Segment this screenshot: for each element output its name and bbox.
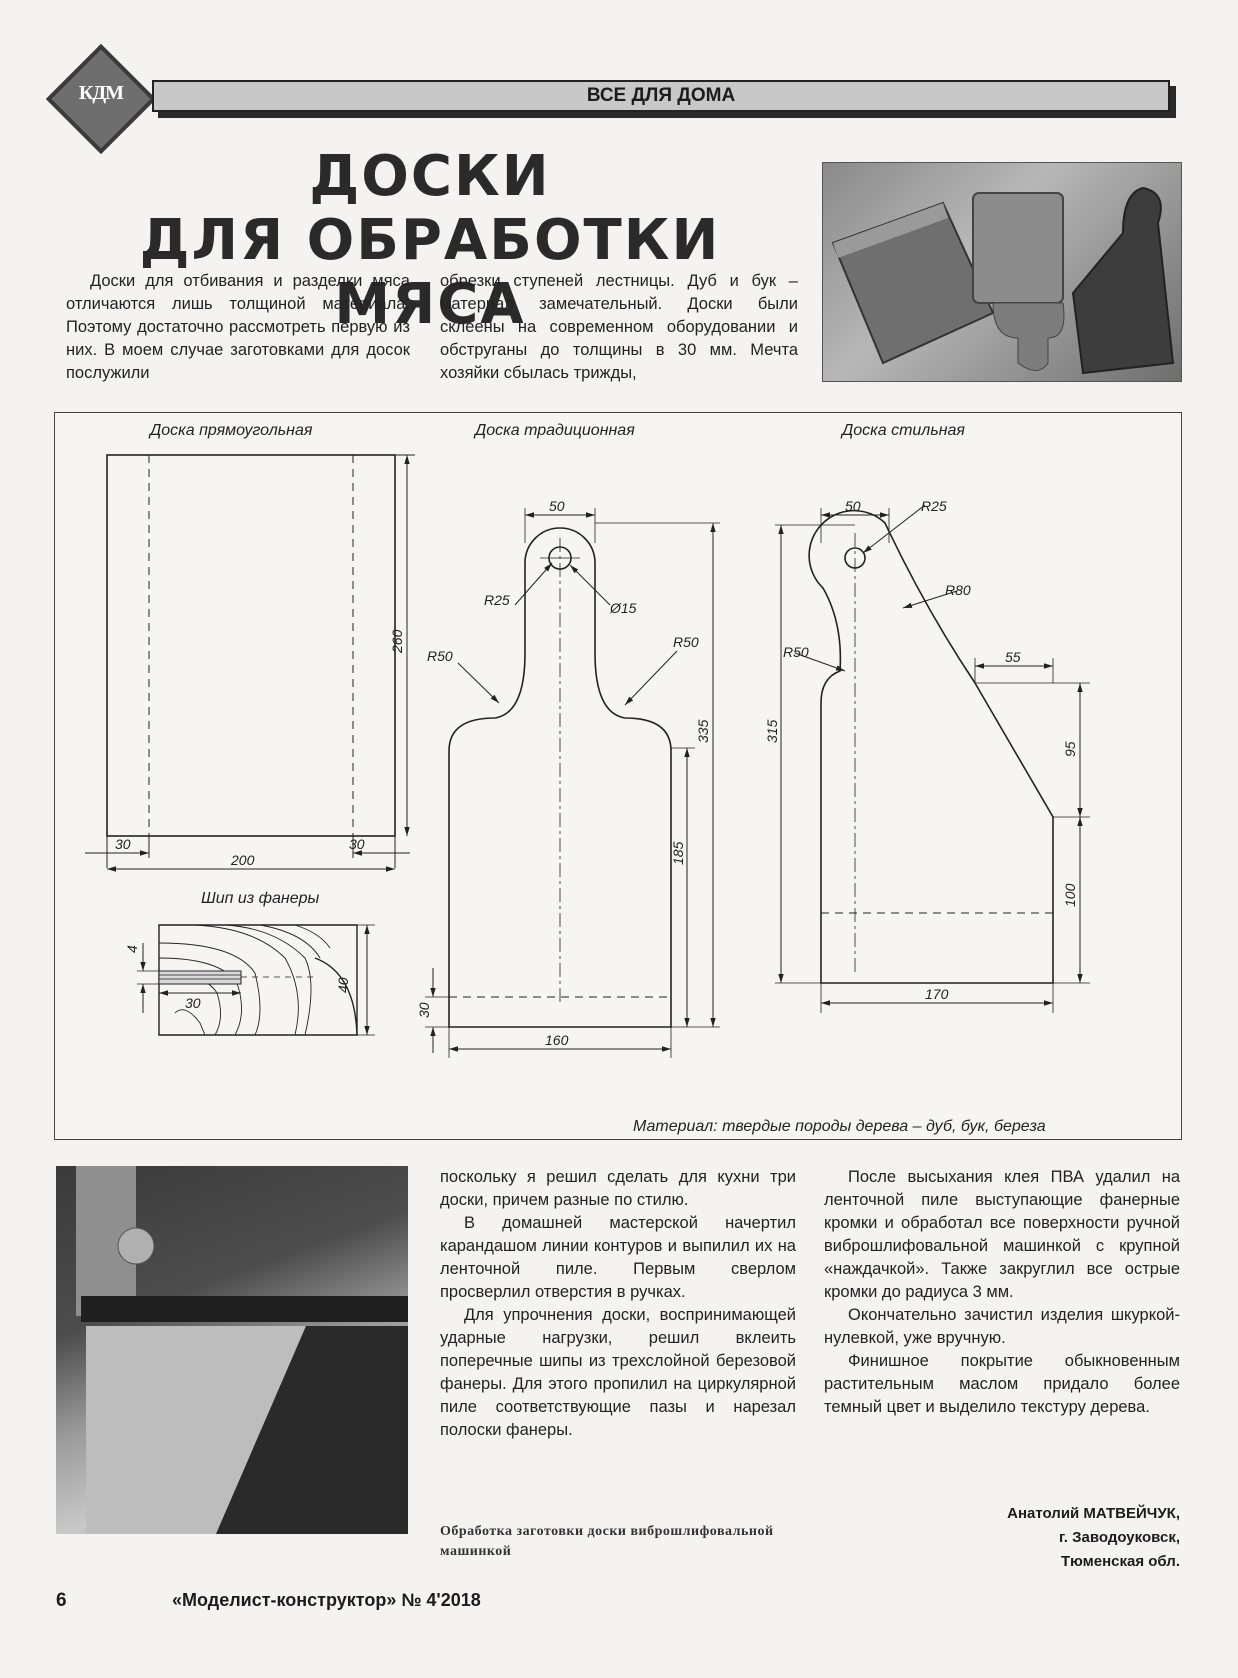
spline-title: Шип из фанеры xyxy=(201,890,320,907)
author-region: Тюменская обл. xyxy=(1061,1553,1180,1570)
dim-trad-d15: Ø15 xyxy=(610,600,637,616)
dim-trad-50: 50 xyxy=(549,498,565,514)
rect-board-title: Доска прямоугольная xyxy=(150,422,313,439)
section-label: ВСЕ ДЛЯ ДОМА xyxy=(586,85,736,106)
body-col2-paragraph-3: Для упрочнения доски, воспринимающей ударные нагрузки, решил вклеить поперечные шипы из трехслойной березовой фанеры. Для этого пропилил на циркулярной пиле соответствующие пазы и нарезал полоски фанеры. xyxy=(440,1306,796,1439)
dim-rect-30-left: 30 xyxy=(115,836,131,852)
dim-trad-r50-left: R50 xyxy=(427,648,453,664)
intro-column-2 xyxy=(440,270,798,385)
dim-styl-r50: R50 xyxy=(783,644,809,660)
dim-styl-55: 55 xyxy=(1005,649,1021,665)
stylish-board-title: Доска стильная xyxy=(842,422,965,439)
dim-styl-r80: R80 xyxy=(945,582,971,598)
dim-rect-200: 200 xyxy=(231,852,255,868)
body-col3-paragraph-1: После высыхания клея ПВА удалил на ленточной пиле выступающие фанерные кромки и обработал все поверхности ручной виброшлифовальной машинкой с крупной «наждачкой». Также закруглил все острые кромки до радиуса 3 мм. xyxy=(824,1168,1180,1301)
photo-caption: Обработка заготовки доски виброшлифовальной машинкой xyxy=(440,1524,774,1559)
spline-insert xyxy=(159,971,241,984)
body-column-2 xyxy=(440,1166,796,1442)
material-note: Материал: твердые породы дерева – дуб, бук, береза xyxy=(633,1118,1046,1135)
title-line-1: ДОСКИ xyxy=(309,144,551,209)
traditional-board-outline xyxy=(449,528,671,1027)
author-city: г. Заводоуковск, xyxy=(1059,1529,1180,1546)
dim-trad-185: 185 xyxy=(670,841,686,865)
rect-board-outline xyxy=(107,455,395,836)
dim-trad-335: 335 xyxy=(695,719,711,743)
body-col2-paragraph-2: В домашней мастерской начертил карандашом линии контуров и выпилил их на ленточной пиле. Первым сверлом просверлил отверстия в ручках. xyxy=(440,1214,796,1301)
dim-spline-40: 40 xyxy=(335,977,351,993)
author-name: Анатолий МАТВЕЙЧУК, xyxy=(1007,1505,1180,1522)
body-col2-paragraph-1: поскольку я решил сделать для кухни три доски, причем разные по стилю. xyxy=(440,1168,796,1209)
stylish-board-outline xyxy=(809,511,1053,983)
dim-trad-r50-right: R50 xyxy=(673,634,699,650)
sanding-photo xyxy=(56,1166,408,1534)
body-col3-paragraph-2: Окончательно зачистил изделия шкуркой-нулевкой, уже вручную. xyxy=(824,1306,1180,1347)
intro-paragraph-1: Доски для отбивания и разделки мяса отличаются лишь толщиной материала. Поэтому достаточно рассмотреть первую из них. В моем случае заготовками для досок послужили xyxy=(66,272,410,382)
boards-photo xyxy=(822,162,1182,382)
page-number: 6 xyxy=(56,1590,67,1611)
traditional-board-title: Доска традиционная xyxy=(475,422,635,439)
dim-styl-50: 50 xyxy=(845,498,861,514)
dim-styl-315: 315 xyxy=(764,719,780,743)
dim-rect-260: 260 xyxy=(389,629,405,653)
drawing-svg xyxy=(55,413,1181,1139)
intro-paragraph-2: обрезки ступеней лестницы. Дуб и бук – материал замечательный. Доски были склеены на современном оборудовании и обструганы до толщины в 30 мм. Мечта хозяйки сбылась трижды, xyxy=(440,272,798,382)
sanding-photo-art xyxy=(56,1166,408,1534)
dim-trad-r25: R25 xyxy=(484,592,510,608)
body-column-3 xyxy=(824,1166,1180,1419)
dim-styl-100: 100 xyxy=(1062,883,1078,907)
logo-text: КДМ xyxy=(78,82,124,104)
boards-photo-art xyxy=(823,163,1181,381)
dim-rect-30-right: 30 xyxy=(349,836,365,852)
magazine-issue: «Моделист-конструктор» № 4'2018 xyxy=(172,1590,481,1610)
section-bar xyxy=(152,80,1170,112)
author-block xyxy=(1007,1502,1180,1574)
dim-spline-30: 30 xyxy=(185,995,201,1011)
dim-styl-170: 170 xyxy=(925,986,949,1002)
dim-spline-4: 4 xyxy=(124,945,140,953)
intro-column-1 xyxy=(66,270,410,385)
dim-styl-r25: R25 xyxy=(921,498,947,514)
dim-trad-30: 30 xyxy=(416,1002,432,1018)
dim-styl-95: 95 xyxy=(1062,741,1078,757)
body-col3-paragraph-3: Финишное покрытие обыкновенным растительным маслом придало более темный цвет и выделило текстуру дерева. xyxy=(824,1352,1180,1416)
title-line-2: ДЛЯ ОБРАБОТКИ МЯСА xyxy=(139,208,721,337)
dim-trad-160: 160 xyxy=(545,1032,569,1048)
technical-drawing xyxy=(54,412,1182,1140)
